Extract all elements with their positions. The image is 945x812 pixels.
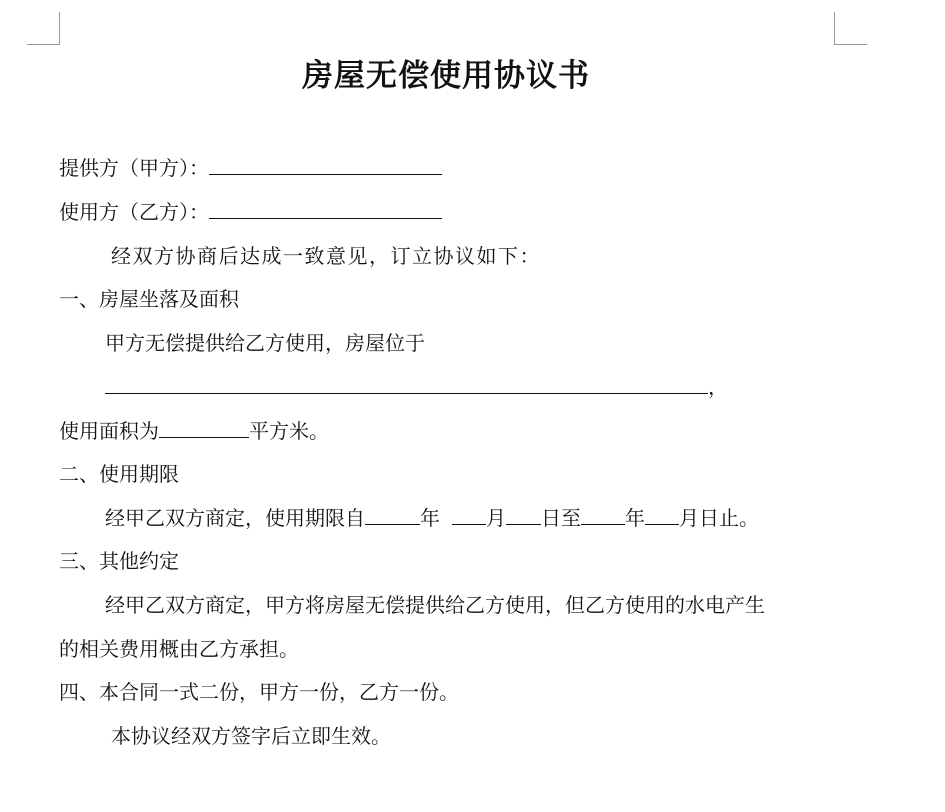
area-line	[59, 419, 329, 443]
section3-line1: 经甲乙双方商定，甲方将房屋无偿提供给乙方使用，但乙方使用的水电产生	[105, 593, 765, 617]
crop-mark-top-left-vertical	[59, 12, 60, 44]
closing-paragraph: 本协议经双方签字后立即生效。	[111, 724, 391, 748]
area-blank[interactable]	[159, 419, 249, 438]
location-blank[interactable]	[105, 375, 708, 394]
area-suffix: 平方米。	[249, 419, 329, 443]
day-to-label: 日至	[541, 506, 581, 530]
period-line	[105, 506, 759, 530]
section3-line2: 的相关费用概由乙方承担。	[59, 637, 299, 661]
start-month-blank[interactable]	[452, 506, 486, 525]
crop-mark-top-right-vertical	[834, 12, 835, 44]
crop-mark-top-left-horizontal	[27, 44, 60, 45]
year-label-1: 年	[420, 506, 440, 530]
location-line	[105, 375, 728, 399]
location-comma: ，	[708, 375, 728, 399]
area-prefix: 使用面积为	[59, 419, 159, 443]
user-line	[59, 200, 442, 224]
start-year-blank[interactable]	[365, 506, 420, 525]
section2-heading: 二、使用期限	[59, 462, 179, 486]
crop-mark-top-right-horizontal	[834, 44, 867, 45]
section3-heading: 三、其他约定	[59, 549, 179, 573]
section1-text: 甲方无偿提供给乙方使用，房屋位于	[105, 331, 425, 355]
section1-heading: 一、房屋坐落及面积	[59, 287, 239, 311]
period-prefix: 经甲乙双方商定，使用期限自	[105, 506, 365, 530]
provider-line	[59, 156, 442, 180]
start-day-blank[interactable]	[506, 506, 541, 525]
user-blank[interactable]	[209, 200, 442, 219]
provider-blank[interactable]	[209, 156, 442, 175]
month-label-1: 月	[486, 506, 506, 530]
year-label-2: 年	[625, 506, 645, 530]
provider-label: 提供方（甲方）：	[59, 156, 209, 180]
section4-paragraph: 四、本合同一式二份，甲方一份，乙方一份。	[59, 680, 459, 704]
page-title: 房屋无偿使用协议书	[302, 58, 590, 94]
end-year-blank[interactable]	[581, 506, 625, 525]
end-month-blank[interactable]	[645, 506, 679, 525]
intro-paragraph: 经双方协商后达成一致意见，订立协议如下：	[111, 244, 541, 268]
month-day-end-label: 月日止。	[679, 506, 759, 530]
user-label: 使用方（乙方）：	[59, 200, 209, 224]
